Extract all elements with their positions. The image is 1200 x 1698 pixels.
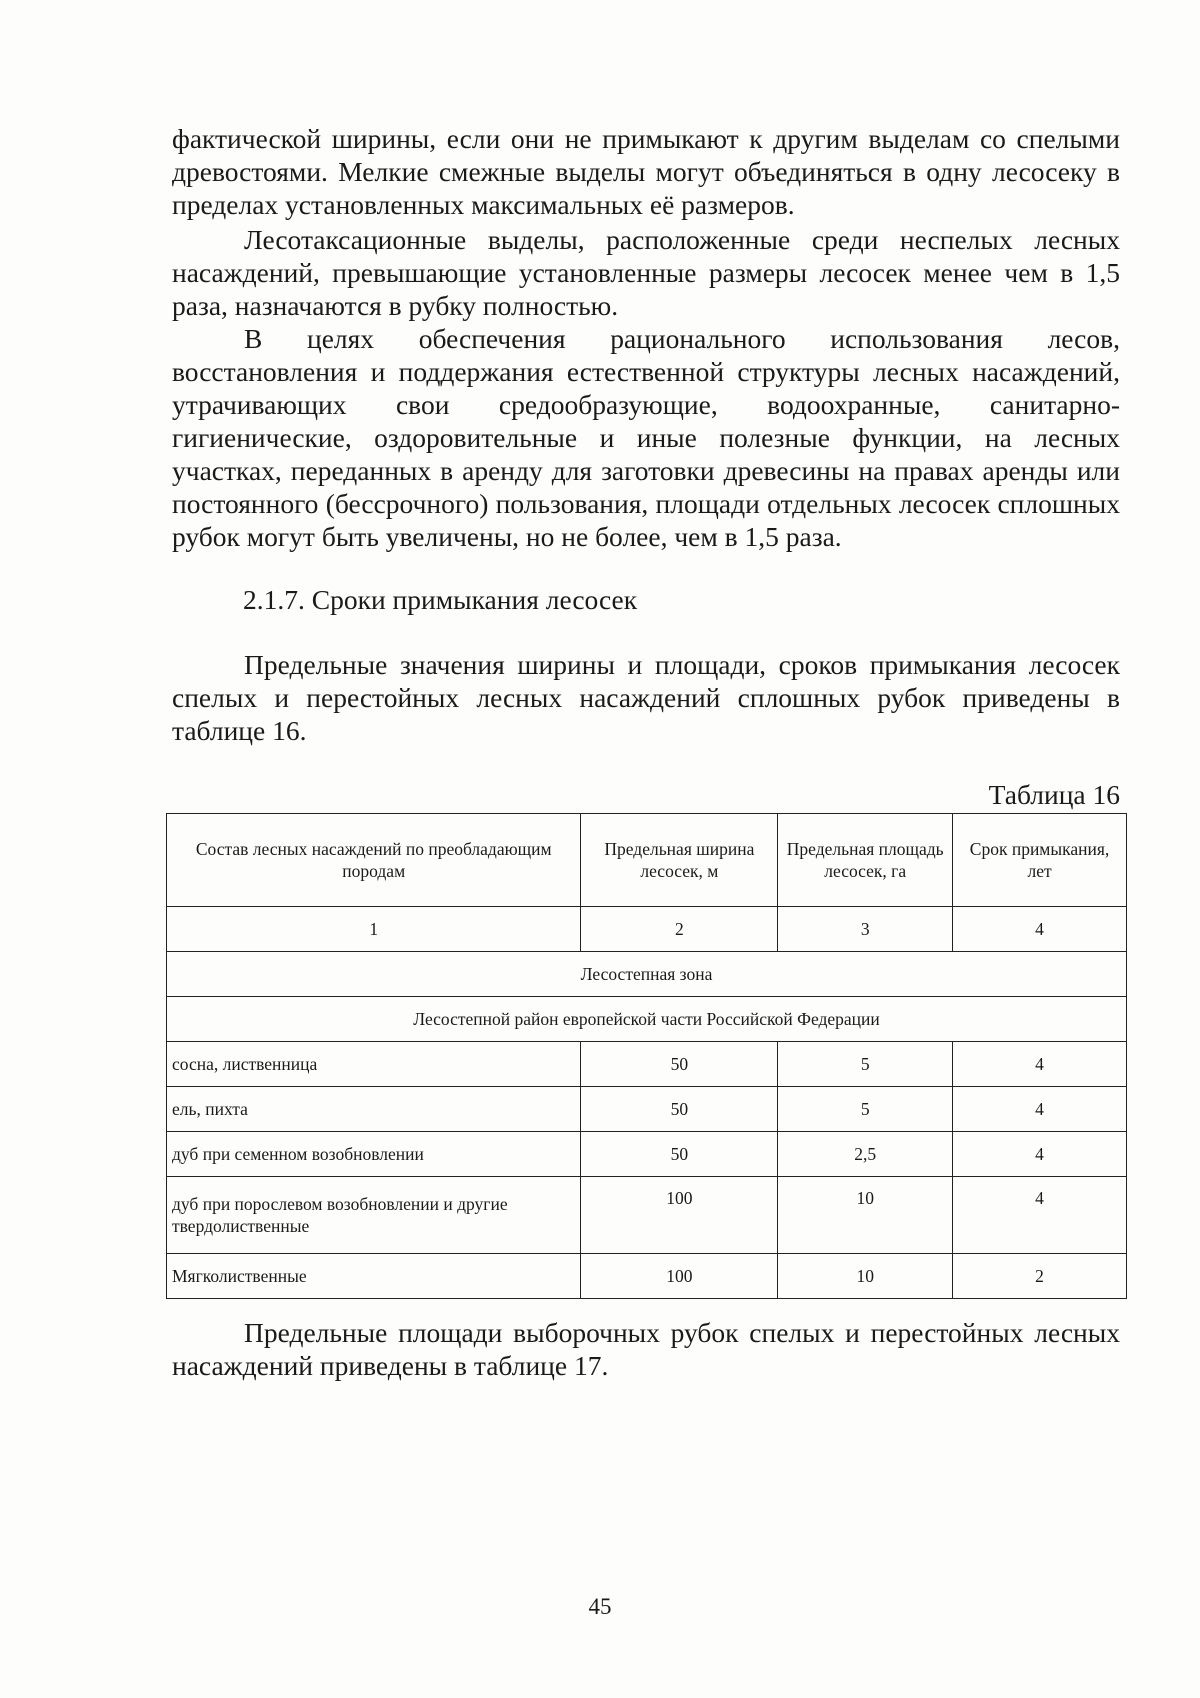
section-heading: 2.1.7. Сроки примыкания лесосек (243, 584, 638, 615)
paragraph-forest-plots: Лесотаксационные выделы, расположенные среди неспелых лесных насаждений, превышающие установленные размеры лесосек менее чем в 1,5 раза, назначаются в рубку полностью. (172, 224, 1120, 321)
cell-term: 4 (953, 1042, 1127, 1087)
cell-term: 4 (953, 1177, 1127, 1254)
cell-width: 50 (581, 1087, 778, 1132)
cell-width: 100 (581, 1177, 778, 1254)
page-number: 45 (588, 1594, 612, 1619)
cell-width: 100 (581, 1254, 778, 1299)
paragraph-continuation: фактической ширины, если они не примыкают к другим выделам со спелыми древостоями. Мелкие смежные выделы могут объединяться в одну лесосеку в пределах установленных максимальных её размеров. (172, 123, 1120, 220)
region-row (167, 997, 1127, 1042)
table-row (167, 1132, 1127, 1177)
cell-term: 4 (953, 1087, 1127, 1132)
column-number: 2 (581, 907, 778, 952)
cell-species: дуб при семенном возобновлении (167, 1132, 581, 1177)
cell-term: 2 (953, 1254, 1127, 1299)
cell-area: 5 (778, 1087, 953, 1132)
cell-species: дуб при порослевом возобновлении и другие твердолиственные (167, 1177, 581, 1254)
cell-species: Мягколиственные (167, 1254, 581, 1299)
zone-row (167, 952, 1127, 997)
table-header-row (167, 814, 1127, 907)
table-row (167, 1177, 1127, 1254)
column-number-row (167, 907, 1127, 952)
header-max-area: Предельная площадь лесосек, га (778, 814, 953, 907)
cell-width: 50 (581, 1042, 778, 1087)
column-number: 1 (167, 907, 581, 952)
zone-label: Лесостепная зона (167, 952, 1127, 997)
region-label: Лесостепной район европейской части Российской Федерации (167, 997, 1127, 1042)
table-row (167, 1042, 1127, 1087)
table-16 (166, 813, 1127, 1299)
cell-area: 5 (778, 1042, 953, 1087)
header-adjacency-term: Срок примыкания, лет (953, 814, 1127, 907)
cell-width: 50 (581, 1132, 778, 1177)
column-number: 3 (778, 907, 953, 952)
paragraph-table-intro: Предельные значения ширины и площади, сроков примыкания лесосек спелых и перестойных лесных насаждений сплошных рубок приведены в таблице 16. (172, 649, 1120, 746)
cell-species: ель, пихта (167, 1087, 581, 1132)
table-row (167, 1087, 1127, 1132)
header-max-width: Предельная ширина лесосек, м (581, 814, 778, 907)
cell-term: 4 (953, 1132, 1127, 1177)
cell-area: 2,5 (778, 1132, 953, 1177)
cell-species: сосна, лиственница (167, 1042, 581, 1087)
cell-area: 10 (778, 1177, 953, 1254)
cell-area: 10 (778, 1254, 953, 1299)
paragraph-table17-ref: Предельные площади выборочных рубок спелых и перестойных лесных насаждений приведены в таблице 17. (172, 1317, 1120, 1381)
paragraph-rational-use: В целях обеспечения рационального использования лесов, восстановления и поддержания естественной структуры лесных насаждений, утрачивающих свои средообразующие, водоохранные, санитарно-гигиенические, оздоровительные и иные полезные функции, на лесных участках, переданных в аренду для заготовки древесины на правах аренды или постоянного (бессрочного) пользования, площади отдельных лесосек сплошных рубок могут быть увеличены, но не более, чем в 1,5 раза. (172, 323, 1120, 552)
table-caption: Таблица 16 (988, 779, 1120, 810)
header-composition: Состав лесных насаждений по преобладающим породам (167, 814, 581, 907)
column-number: 4 (953, 907, 1127, 952)
table-row (167, 1254, 1127, 1299)
